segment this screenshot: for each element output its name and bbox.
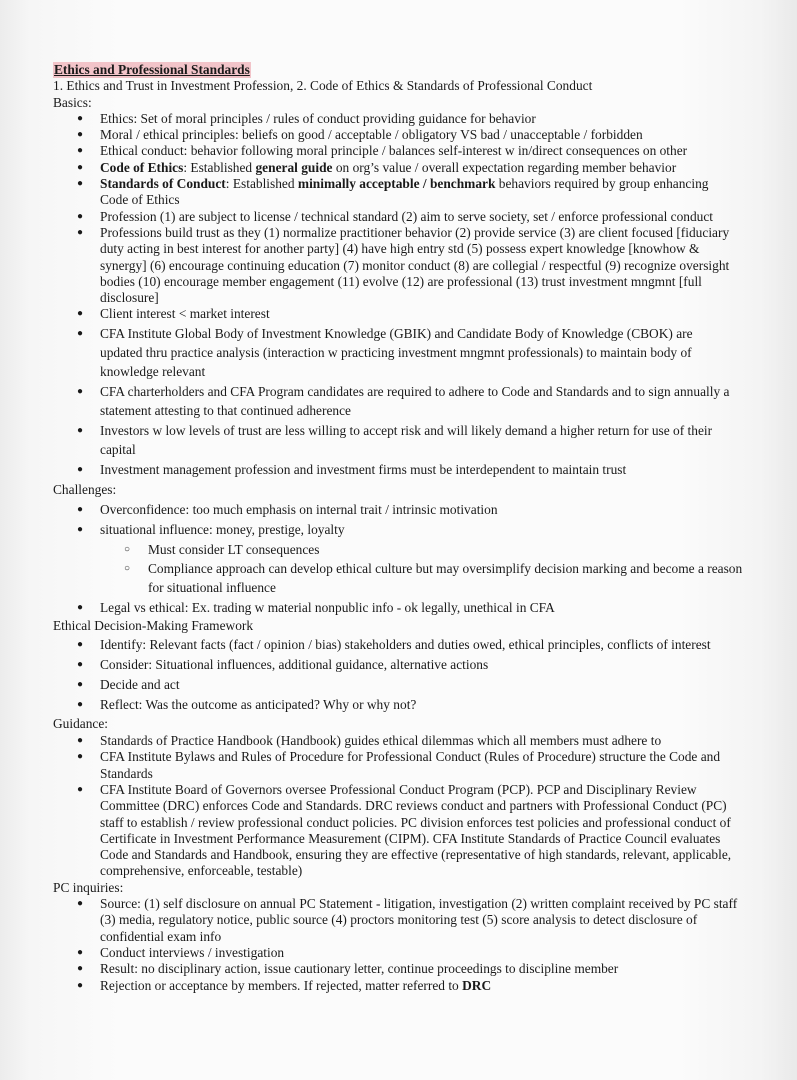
bold-term: general guide [255,159,333,175]
list-item: ● Investment management profession and investment firms must be interdependent to maintain trust [53,460,753,479]
list-item-text: : Established [183,159,256,175]
section-heading-challenges: Challenges: [53,481,117,497]
list-item: ● CFA Institute Board of Governors oversee Professional Conduct Program (PCP). PCP and Disciplinary Review Committee (DRC) enforces Code and Standards. DRC reviews conduct and partners with Professional Conduct (PC) staff to establish / review professional conduct policies. PC division enforces test policies and professional conduct of Certificate in Investment Performance Measurement (CIPM). CFA Institute Standards of Practice Council evaluates Code and Standards and Handbook, ensuring they are effective (representative of high standards, relevant, applicable, comprehensive, enforceable, testable) [53,782,753,880]
list-item: ● Overconfidence: too much emphasis on internal trait / intrinsic motivation [53,500,753,519]
list-item: ● CFA Institute Bylaws and Rules of Procedure for Professional Conduct (Rules of Procedure) structure the Code and Standards [53,749,753,782]
list-item: ● Ethical conduct: behavior following moral principle / balances self-interest w in/direct consequences on other [53,143,753,159]
challenges-list [53,500,753,539]
list-item: ● Client interest < market interest [53,306,753,322]
section-heading-basics: Basics: [53,94,92,110]
list-item: ● CFA charterholders and CFA Program candidates are required to adhere to Code and Standards and to sign annually a statement attesting to that continued adherence [53,382,753,420]
document-title: Ethics and Professional Standards [54,62,250,77]
bold-term: Standards of Conduct [100,176,226,192]
list-item: ● Profession (1) are subject to license / technical standard (2) aim to serve society, set / enforce professional conduct [53,209,753,225]
sub-list-item: ○ Must consider LT consequences [100,540,753,559]
document-subtitle: 1. Ethics and Trust in Investment Profession, 2. Code of Ethics & Standards of Professional Conduct [53,78,593,94]
list-item: ● Decide and act [53,675,753,694]
bold-term: DRC [462,977,492,993]
list-item-text: on org’s value / overall expectation regarding member behavior [332,159,677,175]
list-item-text: situational influence: money, prestige, loyalty [100,521,345,537]
framework-list [53,635,753,714]
list-item: ● Investors w low levels of trust are less willing to accept risk and will likely demand a higher return for use of their capital [53,421,753,459]
list-item: ● Legal vs ethical: Ex. trading w material nonpublic info - ok legally, unethical in CFA [53,598,753,617]
list-item: ● Standards of Practice Handbook (Handbook) guides ethical dilemmas which all members must adhere to [53,733,753,749]
list-item: ● Reflect: Was the outcome as anticipated? Why or why not? [53,695,753,714]
list-item: ● CFA Institute Global Body of Investment Knowledge (GBIK) and Candidate Body of Knowledge (CBOK) are updated thru practice analysis (interaction w practicing investment mngmnt professionals) to maintain body of knowledge relevant [53,324,753,381]
bold-term: Code of Ethics [100,159,184,175]
bold-term: minimally acceptable / benchmark [297,176,496,192]
list-item: ● Conduct interviews / investigation [53,945,753,961]
list-item-text: : Established [225,176,298,192]
list-item: ● Source: (1) self disclosure on annual PC Statement - litigation, investigation (2) written complaint received by PC staff (3) media, regulatory notice, public source (4) proctors monitoring test (5) score analysis to detect disclosure of confidential exam info [53,896,753,945]
list-item: ● Consider: Situational influences, additional guidance, alternative actions [53,655,753,674]
sub-list-item: ○ Compliance approach can develop ethical culture but may oversimplify decision marking and become a reason for situational influence [100,559,753,597]
list-item-text: Rejection or acceptance by members. If rejected, matter referred to [100,977,463,993]
notes-page [53,62,753,994]
list-item [53,176,753,209]
list-item: ● Identify: Relevant facts (fact / opinion / bias) stakeholders and duties owed, ethical principles, conflicts of interest [53,635,753,654]
pc-list [53,896,753,994]
challenges-list-cont [53,598,753,617]
challenges-sublist [100,540,753,597]
list-item [53,520,753,539]
basics-list [53,111,753,479]
section-heading-guidance: Guidance: [53,716,109,732]
list-item: ● Ethics: Set of moral principles / rules of conduct providing guidance for behavior [53,111,753,127]
section-heading-pc-inquiries: PC inquiries: [53,879,124,895]
list-item: ● Professions build trust as they (1) normalize practitioner behavior (2) provide service (3) are client focused [fiduciary duty acting in best interest for another party] (4) have high entry std (5) possess expert knowledge [knowhow & synergy] (6) encourage continuing education (7) monitor conduct (8) are collegial / respectful (9) recognize oversight bodies (10) encourage member engagement (11) evolve (12) are professional (13) trust investment mngmnt [full disclosure] [53,225,753,306]
list-item: ● Result: no disciplinary action, issue cautionary letter, continue proceedings to discipline member [53,961,753,977]
list-item [53,978,753,994]
list-item [53,160,753,176]
list-item-text: behaviors required by group enhancing Code of Ethics [100,176,709,208]
list-item: ● Moral / ethical principles: beliefs on good / acceptable / obligatory VS bad / unacceptable / forbidden [53,127,753,143]
section-heading-framework: Ethical Decision-Making Framework [53,617,254,633]
guidance-list [53,733,753,880]
